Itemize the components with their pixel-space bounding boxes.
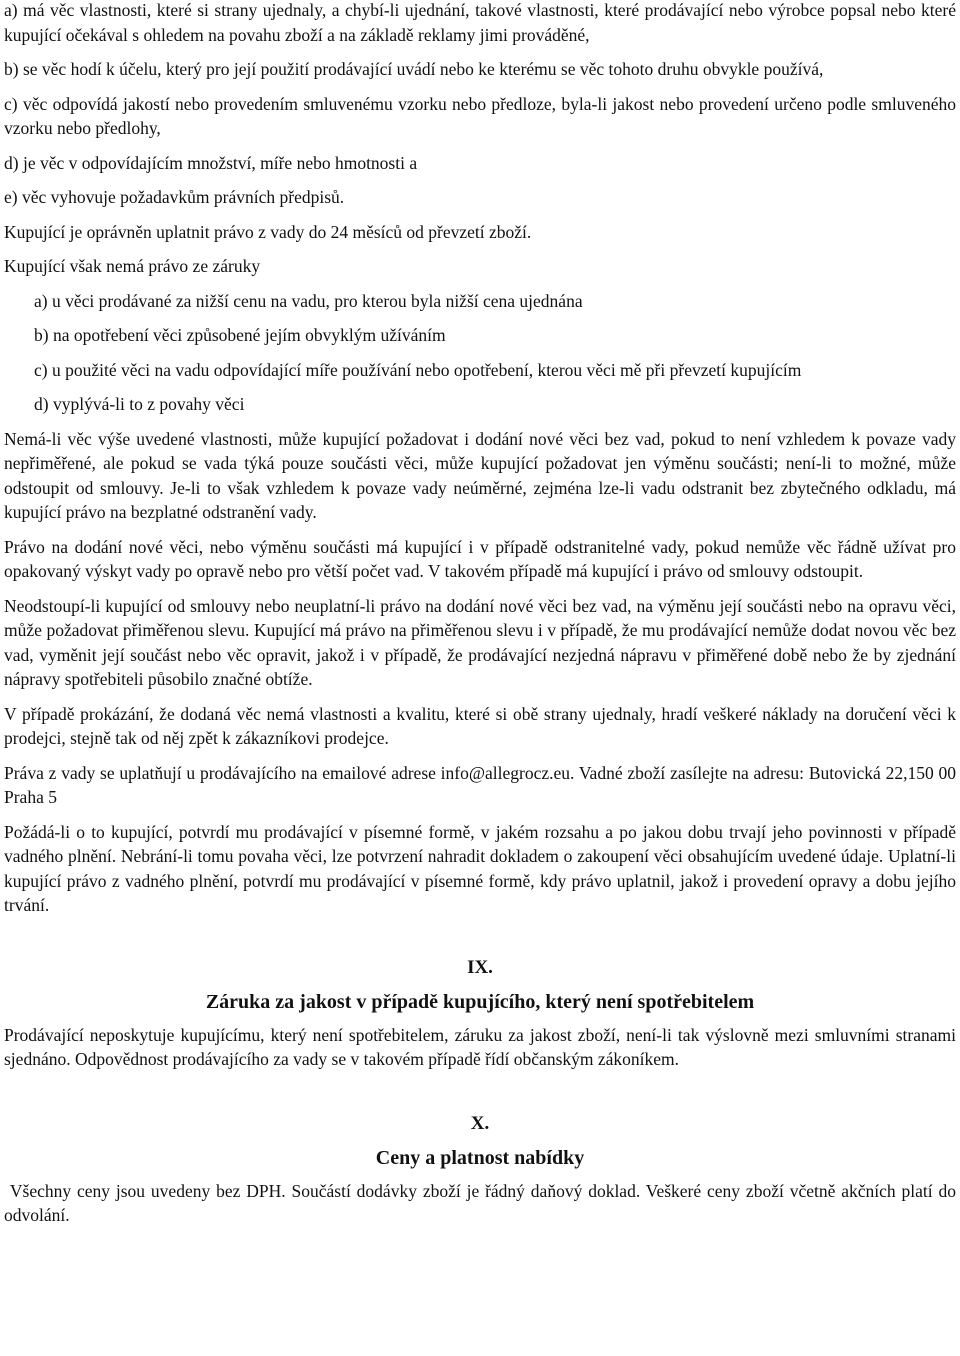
paragraph-replacement: Nemá-li věc výše uvedené vlastnosti, může kupující požadovat i dodání nové věci bez vad, pokud to není vzhledem k povaze vady nepřiměřené, ale pokud se vada týká pouze součásti věci, může kupující požadovat jen výměnu součásti; není-li to možné, může odstoupit od smlouvy. Je-li to však vzhledem k povaze vady neúměrné, zejména lze-li vadu odstranit bez zbytečného odkladu, má kupující právo na bezplatné odstranění vady. <box>4 428 956 522</box>
paragraph-new-item-right: Právo na dodání nové věci, nebo výměnu součásti má kupující i v případě odstranitelné vady, pokud nemůže věc řádně užívat pro opakovaný výskyt vady po opravě nebo pro větší počet vad. V takovém případě má kupující i právo od smlouvy odstoupit. <box>4 536 956 581</box>
exclusion-item-b: b) na opotřebení věci způsobené jejím obvyklým užíváním <box>34 325 446 345</box>
warranty-period: Kupující je oprávněn uplatnit právo z vady do 24 měsíců od převzetí zboží. <box>4 221 532 242</box>
section-x-text: Všechny ceny jsou uvedeny bez DPH. Součástí dodávky zboží je řádný daňový doklad. Veškeré ceny zboží včetně akčních platí do odvolání. <box>4 1180 960 1225</box>
document-page <box>4 0 960 1228</box>
paragraph-discount: Neodstoupí-li kupující od smlouvy nebo neuplatní-li právo na dodání nové věci bez vad, na výměnu její součásti nebo na opravu věci, může požadovat přiměřenou slevu. Kupující má právo na přiměřenou slevu i v případě, že mu prodávající nemůže dodat novou věc bez vad, vyměnit její součást nebo věc opravit, jakož i v případě, že prodávající nezjedná nápravu v přiměřené době nebo že by zjednání nápravy spotřebiteli působilo značné obtíže. <box>4 595 956 689</box>
paragraph-claim-contact: Práva z vady se uplatňují u prodávajícího na emailové adrese info@allegrocz.eu. Vadné zboží zasílejte na adresu: Butovická 22,150 00 Praha 5 <box>4 762 956 807</box>
exclusion-item-c: c) u použité věci na vadu odpovídající míře používání nebo opotřebení, kterou věci mě při převzetí kupujícím <box>34 359 802 380</box>
exclusion-item-d: d) vyplývá-li to z povahy věci <box>34 394 245 414</box>
section-ix-number: IX. <box>467 956 493 978</box>
no-warranty-intro: Kupující však nemá právo ze záruky <box>4 256 261 276</box>
condition-item-c: c) věc odpovídá jakostí nebo provedením smluvenému vzorku nebo předloze, byla-li jakost nebo provedení určeno podle smluveného vzorku nebo předlohy, <box>4 93 956 138</box>
paragraph-shipping-costs: V případě prokázání, že dodaná věc nemá vlastnosti a kvalitu, které si obě strany ujednaly, hradí veškeré náklady na doručení věci k prodejci, stejně tak od něj zpět k zákazníkovi prodejce. <box>4 703 956 748</box>
condition-item-b: b) se věc hodí k účelu, který pro její použití prodávající uvádí nebo ke kterému se věc tohoto druhu obvykle používá, <box>4 59 824 79</box>
section-x-title: Ceny a platnost nabídky <box>375 1147 585 1169</box>
paragraph-written-confirmation: Požádá-li o to kupující, potvrdí mu prodávající v písemné formě, v jakém rozsahu a po jakou dobu trvají jeho povinnosti v případě vadného plnění. Nebrání-li tomu povaha věci, lze potvrzení nahradit dokladem o zakoupení věci obsahujícím uvedené údaje. Uplatní-li kupující právo z vadného plnění, potvrdí mu prodávající v písemné formě, kdy právo uplatnil, jakož i provedení opravy a dobu jejího trvání. <box>4 821 956 915</box>
condition-item-d: d) je věc v odpovídajícím množství, míře nebo hmotnosti a <box>4 152 418 173</box>
condition-item-e: e) věc vyhovuje požadavkům právních předpisů. <box>4 187 345 207</box>
section-ix-text: Prodávající neposkytuje kupujícímu, který není spotřebitelem, záruku za jakost zboží, není-li tak výslovně mezi smluvními stranami sjednáno. Odpovědnost prodávajícího za vady se v takovém případě řídí občanským zákoníkem. <box>4 1024 956 1069</box>
section-ix-title: Záruka za jakost v případě kupujícího, který není spotřebitelem <box>205 991 755 1013</box>
condition-item-a: a) má věc vlastnosti, které si strany ujednaly, a chybí-li ujednání, takové vlastnosti, které prodávající nebo výrobce popsal nebo které kupující očekával s ohledem na povahu zboží a na základě reklamy jimi prováděné, <box>4 0 956 45</box>
exclusion-item-a: a) u věci prodávané za nižší cenu na vadu, pro kterou byla nižší cena ujednána <box>34 290 583 311</box>
section-x-number: X. <box>470 1112 490 1134</box>
